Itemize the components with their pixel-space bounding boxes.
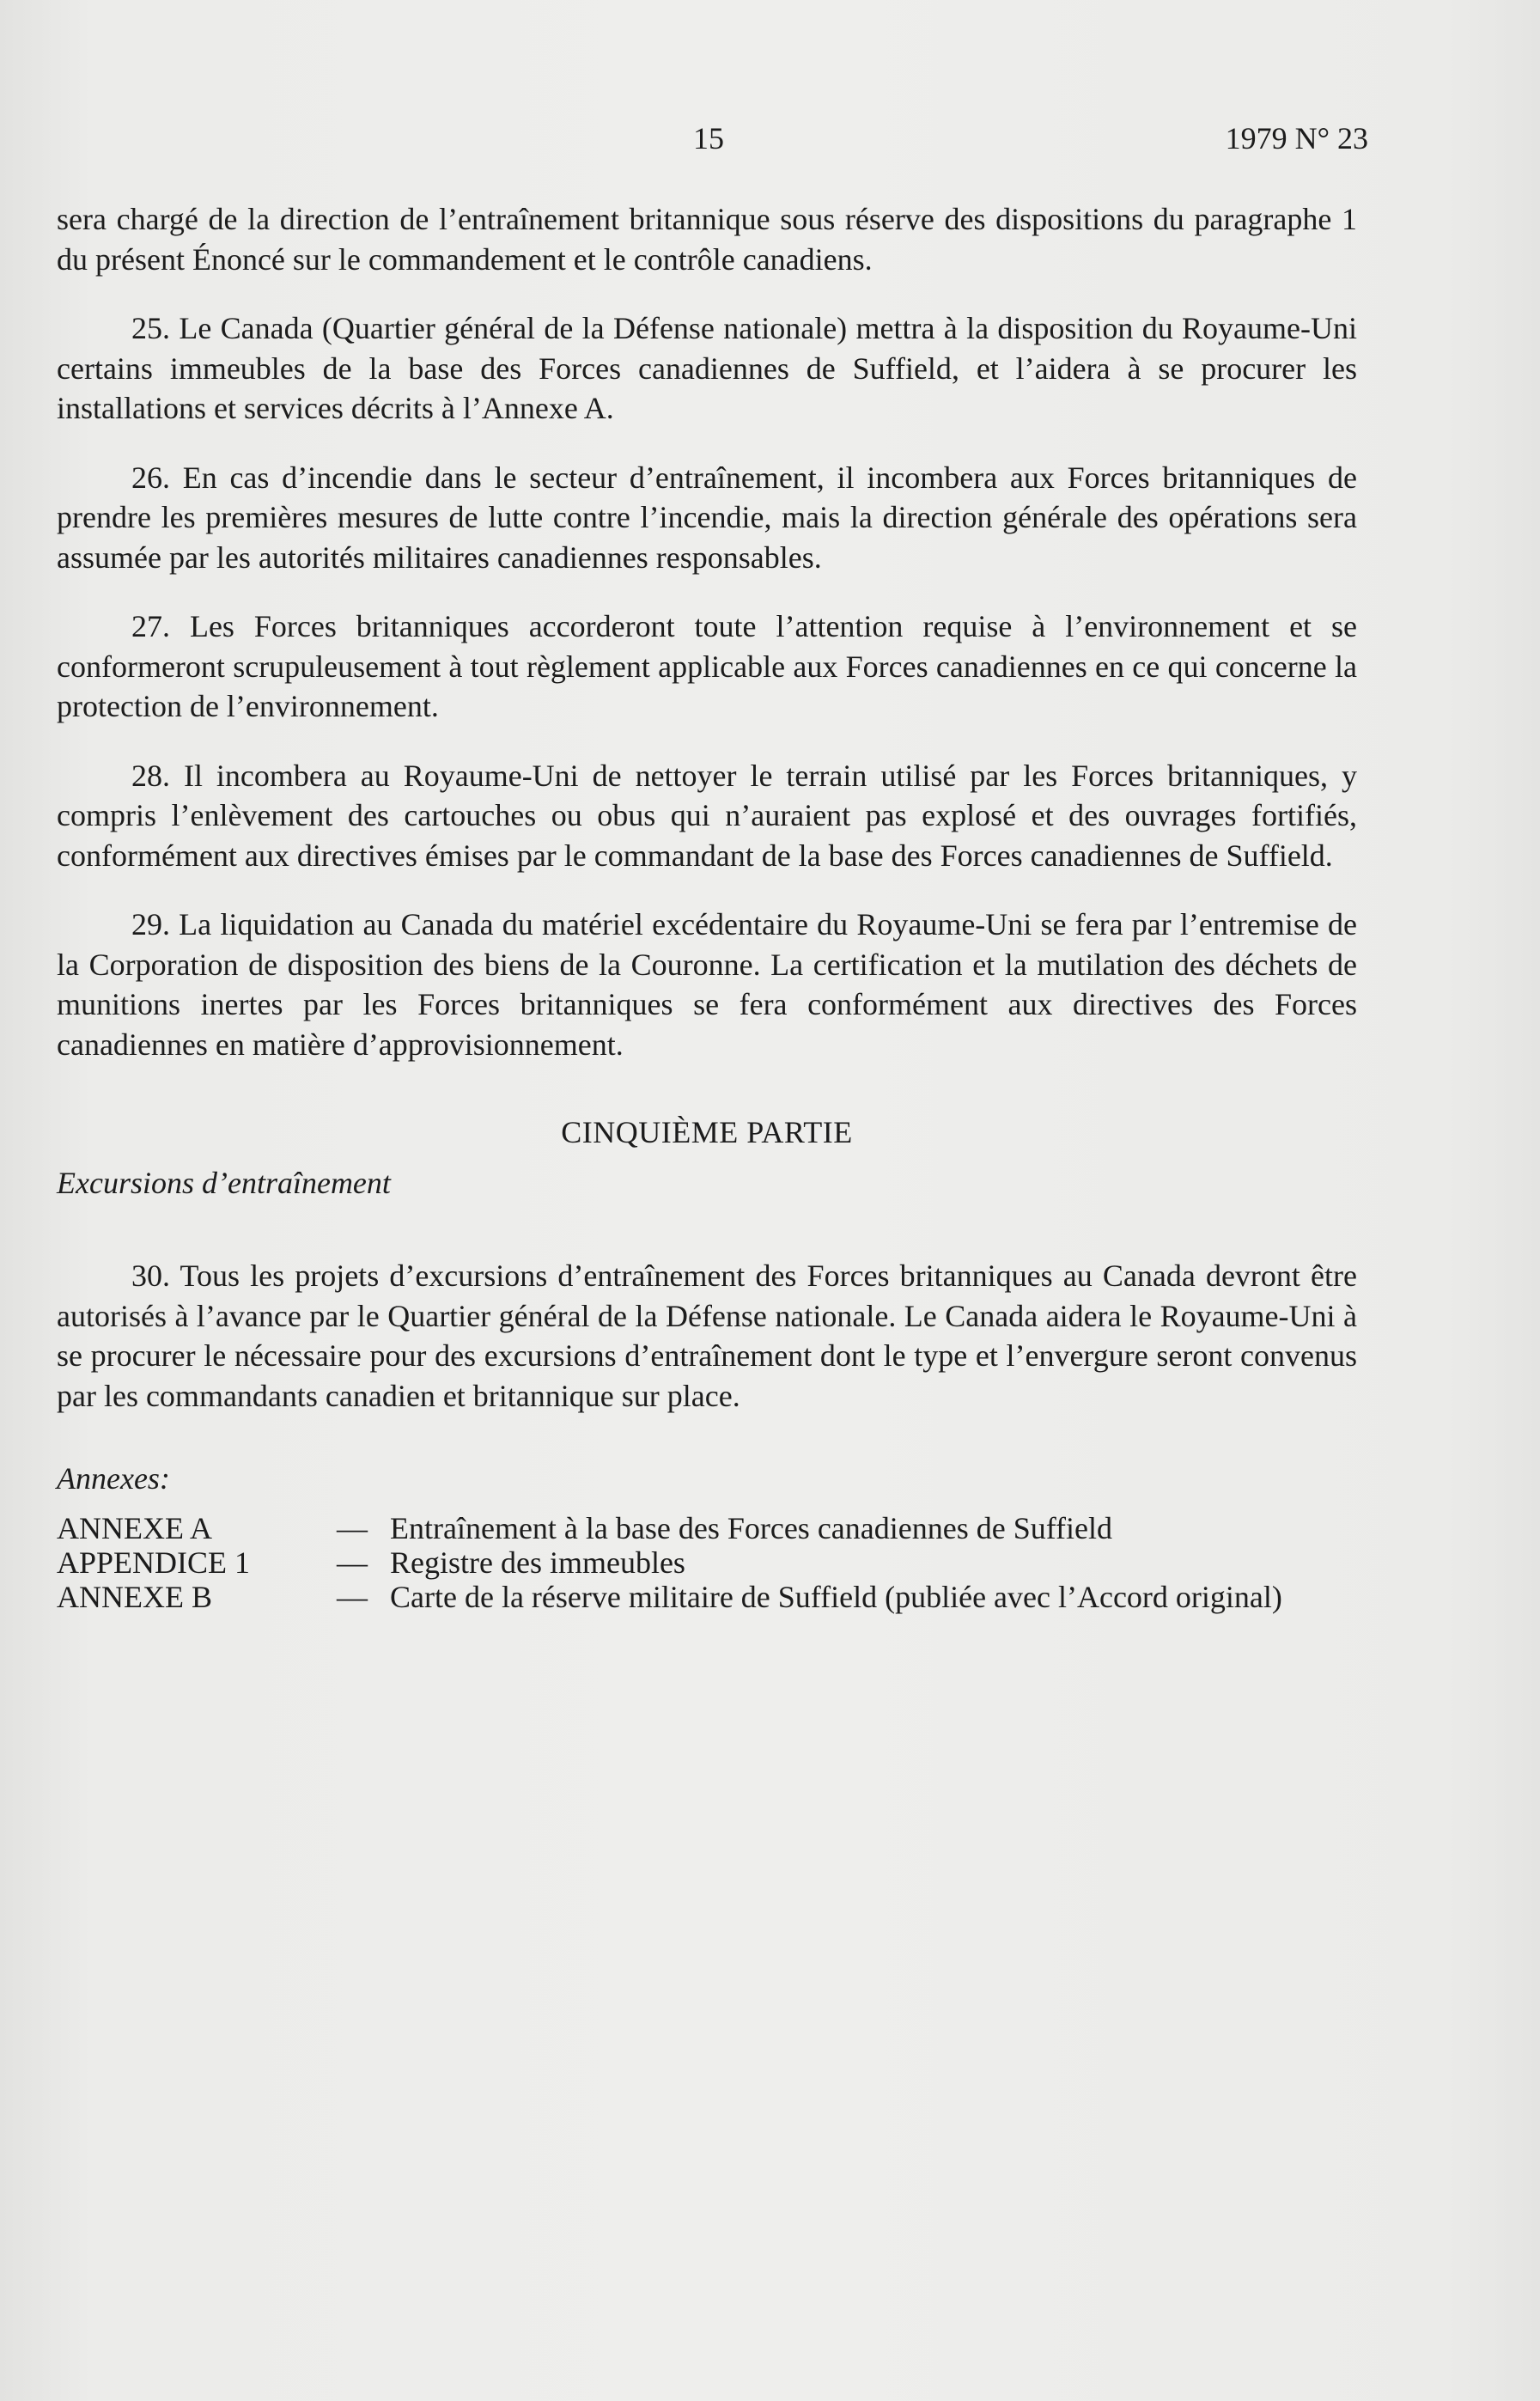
annex-row [57, 1580, 1357, 1614]
section-title: CINQUIÈME PARTIE [561, 1115, 853, 1149]
annex-dash: — [337, 1579, 368, 1614]
section-subtitle: Excursions d’entraînement [57, 1165, 391, 1200]
annex-description: Entraînement à la base des Forces canadiennes de Suffield [390, 1510, 1113, 1545]
page-number: 15 [693, 121, 724, 155]
annex-code: APPENDICE 1 [57, 1545, 251, 1580]
annex-code: ANNEXE A [57, 1510, 212, 1545]
paragraph-continuation: sera chargé de la direction de l’entraînement britannique sous réserve des dispositions du paragraphe 1 du présent Énoncé sur le commandement et le contrôle canadiens. [57, 202, 1357, 277]
paragraph-29: 29. La liquidation au Canada du matériel excédentaire du Royaume-Uni se fera par l’entremise de la Corporation de disposition des biens de la Couronne. La certification et la mutilation des déchets de munitions inertes par les Forces britanniques se fera conformément aux directives des Forces canadiennes en matière d’approvisionnement. [57, 907, 1357, 1062]
paragraph-27: 27. Les Forces britanniques accorderont toute l’attention requise à l’environnement et se conformeront scrupuleusement à tout règlement applicable aux Forces canadiennes en ce qui concerne la protection de l’environnement. [57, 609, 1357, 723]
annexes-label: Annexes: [57, 1461, 170, 1496]
annex-description: Carte de la réserve militaire de Suffield (publiée avec l’Accord original) [390, 1579, 1282, 1614]
paragraph-28: 28. Il incombera au Royaume-Uni de nettoyer le terrain utilisé par les Forces britanniques, y compris l’enlèvement des cartouches ou obus qui n’auraient pas explosé et des ouvrages fortifiés, conformément aux directives émises par le commandant de la base des Forces canadiennes de Suffield. [57, 758, 1357, 873]
annex-row [57, 1545, 1357, 1580]
document-reference: 1979 N° 23 [1225, 121, 1368, 155]
annex-code: ANNEXE B [57, 1579, 212, 1614]
annex-dash: — [337, 1510, 368, 1545]
annexes-list [57, 1511, 1357, 1614]
paragraph-26: 26. En cas d’incendie dans le secteur d’entraînement, il incombera aux Forces britanniques de prendre les premières mesures de lutte contre l’incendie, mais la direction générale des opérations sera assumée par les autorités militaires canadiennes responsables. [57, 460, 1357, 575]
annex-dash: — [337, 1545, 368, 1580]
document-body [57, 199, 1357, 1614]
annex-row [57, 1511, 1357, 1545]
page-header [0, 120, 1540, 163]
paragraph-25: 25. Le Canada (Quartier général de la Défense nationale) mettra à la disposition du Royaume-Uni certains immeubles de la base des Forces canadiennes de Suffield, et l’aidera à se procurer les installations et services décrits à l’Annexe A. [57, 311, 1357, 425]
paragraph-30: 30. Tous les projets d’excursions d’entraînement des Forces britanniques au Canada devront être autorisés à l’avance par le Quartier général de la Défense nationale. Le Canada aidera le Royaume-Uni à se procurer le nécessaire pour des excursions d’entraînement dont le type et l’envergure seront convenus par les commandants canadien et britannique sur place. [57, 1258, 1357, 1413]
annex-description: Registre des immeubles [390, 1545, 685, 1580]
